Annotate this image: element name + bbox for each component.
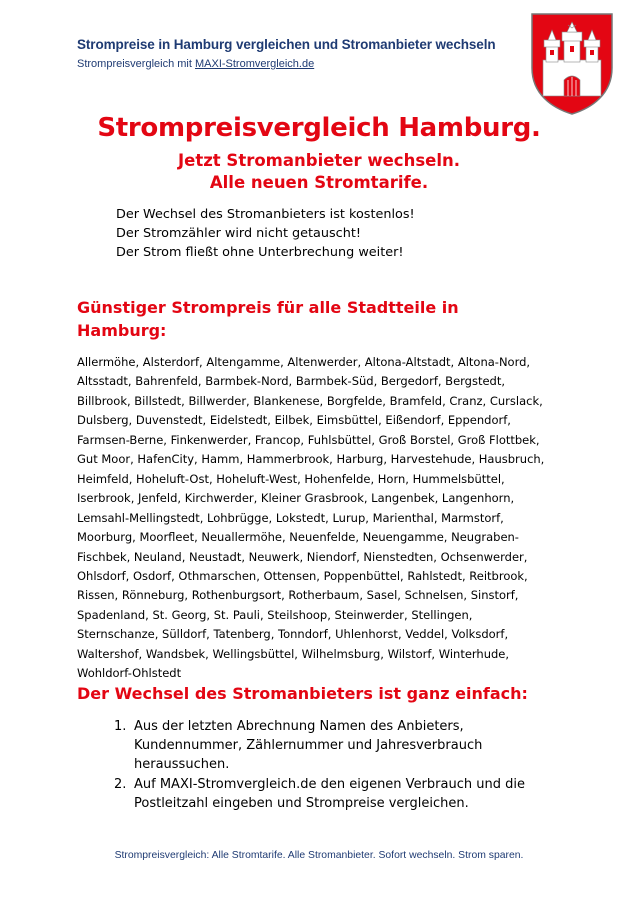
district-line: Billbrook, Billstedt, Billwerder, Blankenese, Borgfelde, Bramfeld, Cranz, Curslack,	[77, 393, 543, 408]
fact-meter: Der Stromzähler wird nicht getauscht!	[116, 226, 361, 241]
step-line: Kundennummer, Zählernummer und Jahresverbrauch	[134, 738, 483, 754]
fact-no-interruption: Der Strom fließt ohne Unterbrechung weiter!	[116, 245, 404, 260]
document-footer: Strompreisvergleich: Alle Stromtarife. Alle Stromanbieter. Sofort wechseln. Strom sparen.	[114, 850, 524, 861]
district-line: Rissen, Rönneburg, Rothenburgsort, Rotherbaum, Sasel, Schnelsen, Sinstorf,	[77, 588, 519, 603]
district-list	[77, 353, 567, 684]
district-line: Farmsen-Berne, Finkenwerder, Francop, Fuhlsbüttel, Groß Borstel, Groß Flottbek,	[77, 432, 540, 447]
subheading-tariffs: Alle neuen Stromtarife.	[209, 173, 429, 192]
document-header-subtitle	[77, 58, 314, 70]
step-number: 1.	[114, 719, 127, 734]
districts-heading-line2: Hamburg:	[77, 321, 167, 340]
main-heading: Strompreisvergleich Hamburg.	[97, 113, 541, 143]
district-line: Iserbrook, Jenfeld, Kirchwerder, Kleiner Grasbrook, Langenbek, Langenhorn,	[77, 491, 515, 506]
district-line: Fischbek, Neuland, Neustadt, Neuwerk, Niendorf, Nienstedten, Ochsenwerder,	[77, 549, 528, 564]
benefit-facts	[116, 205, 415, 262]
district-line: Gut Moor, HafenCity, Hamm, Hammerbrook, Harburg, Harvestehude, Hausbruch,	[77, 452, 545, 467]
subtitle-prefix: Strompreisvergleich mit	[77, 58, 195, 70]
district-line: Altsstadt, Bahrenfeld, Barmbek-Nord, Barmbek-Süd, Bergedorf, Bergstedt,	[77, 374, 506, 389]
fact-free: Der Wechsel des Stromanbieters ist kostenlos!	[116, 207, 415, 222]
step-number: 2.	[114, 776, 127, 792]
district-line: Heimfeld, Hoheluft-Ost, Hoheluft-West, Hohenfelde, Horn, Hummelsbüttel,	[77, 471, 505, 486]
step-line: Auf MAXI-Stromvergleich.de den eigenen Verbrauch und die	[134, 776, 525, 792]
document-header-title: Strompreise in Hamburg vergleichen und Stromanbieter wechseln	[77, 37, 496, 52]
step-item	[114, 775, 554, 813]
step-line: Postleitzahl eingeben und Strompreise vergleichen.	[134, 795, 469, 811]
district-line: Waltershof, Wandsbek, Wellingsbüttel, Wilhelmsburg, Wilstorf, Winterhude,	[77, 646, 510, 661]
maxi-stromvergleich-link[interactable]: MAXI-Stromvergleich.de	[194, 58, 315, 70]
district-line: Sternschanze, Sülldorf, Tatenberg, Tonndorf, Uhlenhorst, Veddel, Volksdorf,	[77, 627, 509, 642]
steps-heading: Der Wechsel des Stromanbieters ist ganz einfach:	[77, 684, 528, 703]
districts-heading	[77, 296, 459, 342]
district-line: Wohldorf-Ohlstedt	[77, 666, 182, 681]
step-item	[114, 717, 554, 775]
steps-list	[114, 717, 554, 813]
districts-heading-line1: Günstiger Strompreis für alle Stadtteile in	[77, 298, 459, 317]
district-line: Ohlsdorf, Osdorf, Othmarschen, Ottensen, Poppenbüttel, Rahlstedt, Reitbrook,	[77, 568, 528, 583]
district-line: Allermöhe, Alsterdorf, Altengamme, Altenwerder, Altona-Altstadt, Altona-Nord,	[77, 355, 531, 369]
subheading-switch: Jetzt Stromanbieter wechseln.	[177, 151, 461, 170]
hamburg-coat-of-arms-icon	[528, 10, 616, 118]
step-line: heraussuchen.	[134, 757, 230, 773]
district-line: Dulsberg, Duvenstedt, Eidelstedt, Eilbek, Eimsbüttel, Eißendorf, Eppendorf,	[77, 413, 511, 428]
district-line: Lemsahl-Mellingstedt, Lohbrügge, Lokstedt, Lurup, Marienthal, Marmstorf,	[77, 510, 504, 525]
step-line: Aus der letzten Abrechnung Namen des Anbieters,	[134, 719, 464, 734]
district-line: Spadenland, St. Georg, St. Pauli, Steilshoop, Steinwerder, Stellingen,	[77, 607, 473, 622]
district-line: Moorburg, Moorfleet, Neuallermöhe, Neuenfelde, Neuengamme, Neugraben-	[77, 530, 519, 545]
